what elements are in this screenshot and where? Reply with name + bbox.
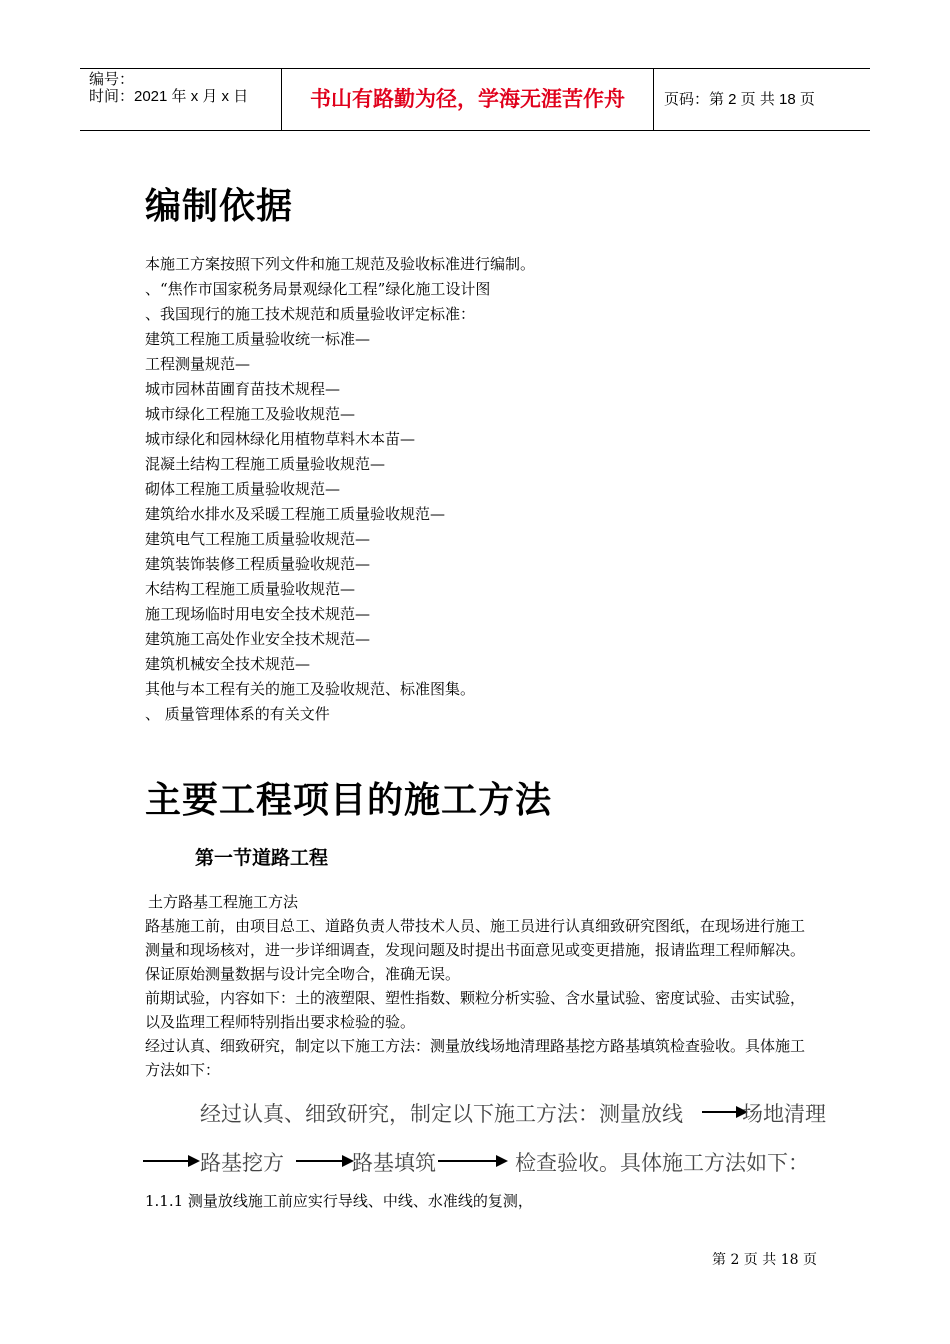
subsection-title-road: 第一节道路工程 bbox=[195, 847, 329, 869]
arrow-right-icon bbox=[438, 1160, 506, 1162]
flow-intro: 经过认真、细致研究，制定以下施工方法：测量放线 bbox=[200, 1102, 683, 1126]
basis-list-item: 建筑电气工程施工质量验收规范— bbox=[145, 530, 371, 548]
header-page-label: 页码：第 2 页 共 18 页 bbox=[664, 91, 815, 108]
basis-list-item: 城市园林苗圃育苗技术规程— bbox=[145, 380, 341, 398]
flow-step-inspection: 检查验收。具体施工方法如下： bbox=[515, 1151, 809, 1175]
number-label: 编号： bbox=[89, 71, 135, 88]
basis-list-item: 建筑施工高处作业安全技术规范— bbox=[145, 630, 371, 648]
header-motto: 书山有路勤为径，学海无涯苦作舟 bbox=[281, 69, 654, 130]
basis-list-item: 城市绿化和园林绿化用植物草料木本苗— bbox=[145, 430, 416, 448]
page-header bbox=[80, 68, 870, 131]
basis-list-item: 其他与本工程有关的施工及验收规范、标准图集。 bbox=[145, 680, 476, 698]
header-meta bbox=[80, 69, 281, 130]
basis-list-item: 、“焦作市国家税务局景观绿化工程”绿化施工设计图 bbox=[145, 280, 491, 298]
basis-list-item: 、 质量管理体系的有关文件 bbox=[145, 705, 330, 723]
basis-list-item: 建筑装饰装修工程质量验收规范— bbox=[145, 555, 371, 573]
basis-list-item: 工程测量规范— bbox=[145, 355, 251, 373]
basis-list-item: 建筑给水排水及采暖工程施工质量验收规范— bbox=[145, 505, 446, 523]
flow-step-clearing: 场地清理 bbox=[742, 1102, 826, 1126]
page-footer: 第 2 页 共 18 页 bbox=[712, 1252, 817, 1268]
flow-step-excavation: 路基挖方 bbox=[200, 1151, 284, 1175]
basis-list-item: 建筑工程施工质量验收统一标准— bbox=[145, 330, 371, 348]
arrow-right-icon bbox=[143, 1160, 198, 1162]
basis-list bbox=[145, 252, 825, 727]
flow-step-filling: 路基填筑 bbox=[352, 1151, 436, 1175]
methods-paragraphs bbox=[145, 890, 815, 1082]
paragraph: 土方路基工程施工方法 bbox=[148, 893, 299, 911]
paragraph: 前期试验，内容如下：土的液塑限、塑性指数、颗粒分析实验、含水量试验、密度试验、击实试验，以及监理工程师特别指出要求检验的验。 bbox=[145, 989, 806, 1031]
basis-list-item: 建筑机械安全技术规范— bbox=[145, 655, 311, 673]
arrow-right-icon bbox=[296, 1160, 352, 1162]
paragraph: 路基施工前，由项目总工、道路负责人带技术人员、施工员进行认真细致研究图纸，在现场进行施工测量和现场核对，进一步详细调查，发现问题及时提出书面意见或变更措施，报请监理工程师解决。保证原始测量数据与设计完全吻合，准确无误。 bbox=[145, 917, 806, 983]
paragraph: 经过认真、细致研究，制定以下施工方法：测量放线场地清理路基挖方路基填筑检查验收。具体施工方法如下： bbox=[145, 1037, 806, 1079]
time-label: 时间：2021 年 x 月 x 日 bbox=[89, 88, 249, 105]
basis-list-item: 砌体工程施工质量验收规范— bbox=[145, 480, 341, 498]
basis-list-item: 本施工方案按照下列文件和施工规范及验收标准进行编制。 bbox=[145, 255, 536, 273]
basis-list-item: 施工现场临时用电安全技术规范— bbox=[145, 605, 371, 623]
section-title-methods: 主要工程项目的施工方法 bbox=[145, 780, 553, 821]
basis-list-item: 、我国现行的施工技术规范和质量验收评定标准： bbox=[145, 305, 476, 323]
arrow-right-icon bbox=[702, 1111, 746, 1113]
basis-list-item: 混凝土结构工程施工质量验收规范— bbox=[145, 455, 386, 473]
basis-list-item: 木结构工程施工质量验收规范— bbox=[145, 580, 356, 598]
basis-list-item: 城市绿化工程施工及验收规范— bbox=[145, 405, 356, 423]
survey-step-text: 1.1.1 测量放线施工前应实行导线、中线、水准线的复测， bbox=[145, 1192, 533, 1210]
section-title-basis: 编制依据 bbox=[145, 186, 294, 227]
